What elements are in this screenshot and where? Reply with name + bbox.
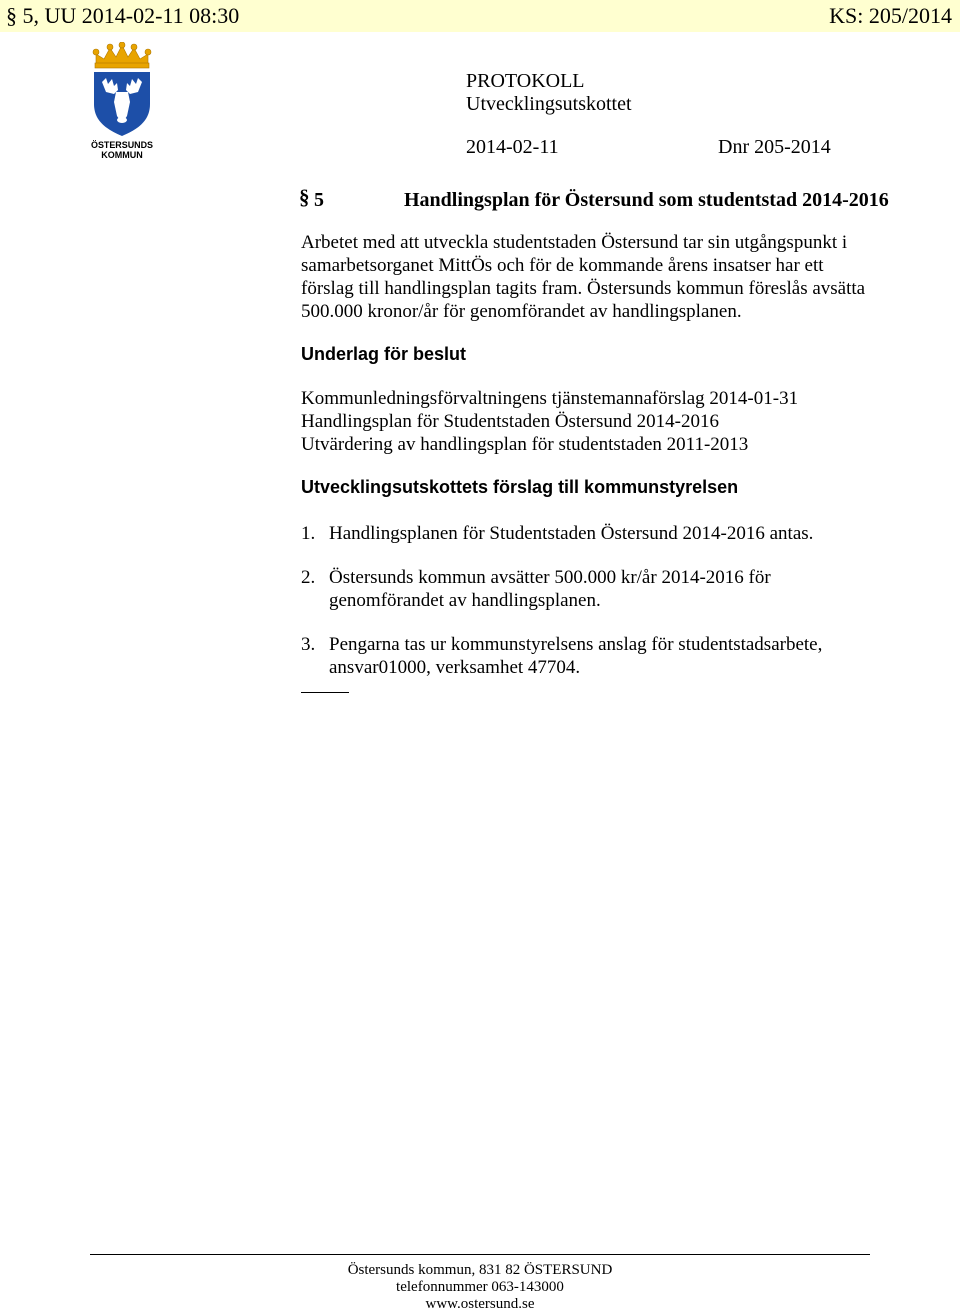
underlag-item: Kommunledningsförvaltningens tjänstemannaförslag 2014-01-31 bbox=[301, 388, 799, 409]
svg-text:ÖSTERSUNDS: ÖSTERSUNDS bbox=[91, 140, 153, 151]
underlag-item: Handlingsplan för Studentstaden Östersund 2014-2016 bbox=[301, 411, 719, 432]
section-end-rule bbox=[301, 692, 349, 693]
section-number: 5 bbox=[314, 189, 324, 211]
banner-case-number: KS: 205/2014 bbox=[829, 3, 952, 28]
footer-address: Östersunds kommun, 831 82 ÖSTERSUND bbox=[347, 1262, 613, 1278]
proposal-text: genomförandet av handlingsplanen. bbox=[329, 590, 601, 611]
ostersund-coat-of-arms-logo bbox=[90, 42, 154, 160]
committee-name: Utvecklingsutskottet bbox=[466, 93, 632, 115]
footer-phone: telefonnummer 063-143000 bbox=[396, 1279, 564, 1295]
proposal-text: Pengarna tas ur kommunstyrelsens anslag för studentstadsarbete, bbox=[329, 634, 823, 655]
proposal-text: Handlingsplanen för Studentstaden Östersund 2014-2016 antas. bbox=[329, 523, 814, 544]
intro-line: förslag till handlingsplan tagits fram. Östersunds kommun föreslås avsätta bbox=[301, 278, 866, 299]
section-sign: § bbox=[299, 185, 310, 209]
intro-line: Arbetet med att utveckla studentstaden Östersund tar sin utgångspunkt i bbox=[301, 232, 848, 253]
section-title: Handlingsplan för Östersund som studentstad 2014-2016 bbox=[404, 189, 889, 211]
intro-line: samarbetsorganet MittÖs och för de kommande årens insatser har ett bbox=[301, 255, 824, 276]
intro-line: 500.000 kronor/år för genomförandet av handlingsplanen. bbox=[301, 301, 742, 322]
svg-text:KOMMUN: KOMMUN bbox=[101, 150, 143, 160]
diary-number: Dnr 205-2014 bbox=[718, 136, 831, 158]
document-banner bbox=[0, 0, 960, 32]
underlag-item: Utvärdering av handlingsplan för studentstaden 2011-2013 bbox=[301, 434, 749, 455]
document-type-title: PROTOKOLL bbox=[466, 70, 585, 92]
footer-divider bbox=[90, 1254, 870, 1255]
banner-paragraph-ref: § 5, UU 2014-02-11 08:30 bbox=[6, 3, 240, 28]
proposal-number: 1. bbox=[301, 523, 316, 544]
footer-website: www.ostersund.se bbox=[425, 1296, 535, 1312]
proposal-number: 3. bbox=[301, 634, 316, 655]
meeting-date: 2014-02-11 bbox=[466, 136, 559, 158]
underlag-heading: Underlag för beslut bbox=[301, 344, 467, 364]
proposal-text: Östersunds kommun avsätter 500.000 kr/år 2014-2016 för bbox=[329, 567, 771, 588]
proposal-number: 2. bbox=[301, 567, 316, 588]
proposal-text: ansvar01000, verksamhet 47704. bbox=[329, 657, 581, 678]
proposal-heading: Utvecklingsutskottets förslag till kommunstyrelsen bbox=[301, 477, 739, 497]
crown-icon bbox=[93, 42, 151, 68]
